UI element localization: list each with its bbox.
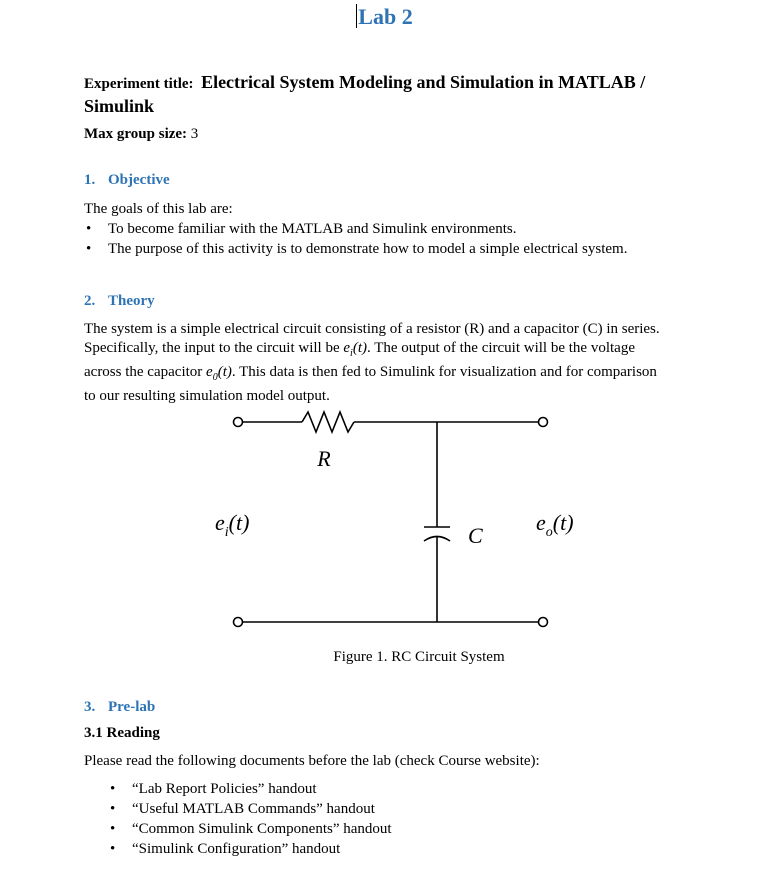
section-prelab-heading <box>84 699 709 716</box>
page-title: Lab 2 <box>358 4 413 29</box>
max-group-size <box>84 124 709 144</box>
section-number: 2. <box>84 293 96 309</box>
section-objective-heading <box>84 172 709 189</box>
theory-line: across the capacitor $e_0(t)$. This data is then fed to Simulink for visualization and for comparison <box>84 364 657 383</box>
figure-caption: Figure 1. RC Circuit System <box>333 649 505 665</box>
list-item: • The purpose of this activity is to demonstrate how to model a simple electrical system. <box>84 239 709 259</box>
rc-circuit-figure <box>0 400 769 675</box>
theory-line: to our resulting simulation model output. <box>84 388 330 404</box>
prelab-intro: Please read the following documents before the lab (check Course website): <box>84 753 540 769</box>
output-terminal-top <box>539 418 548 427</box>
reading-subheading: 3.1 Reading <box>84 725 160 741</box>
theory-paragraph <box>84 320 729 406</box>
section-number: 1. <box>84 172 96 188</box>
resistor-label: R <box>317 446 331 471</box>
input-terminal-top <box>234 418 243 427</box>
experiment-title-label: Experiment title: <box>84 76 194 92</box>
input-voltage-label: $e_i(t)$ <box>215 510 250 540</box>
list-item: • “Common Simulink Components” handout <box>108 819 709 839</box>
output-terminal-bottom <box>539 618 548 627</box>
output-voltage-label: $e_o(t)$ <box>536 510 574 540</box>
list-item: • “Simulink Configuration” handout <box>108 839 709 859</box>
eo-inline: $e_0(t)$ <box>206 364 232 383</box>
reading-list <box>108 779 709 859</box>
list-item: • To become familiar with the MATLAB and Simulink environments. <box>84 219 709 239</box>
section-heading-text: Theory <box>108 293 155 309</box>
ei-inline: $e_i(t)$ <box>343 340 367 359</box>
section-number: 3. <box>84 699 96 715</box>
section-theory-heading <box>84 293 709 310</box>
section-heading-text: Objective <box>108 172 170 188</box>
resistor-symbol <box>302 412 354 432</box>
list-item: • “Lab Report Policies” handout <box>108 779 709 799</box>
experiment-title-value-1: Electrical System Modeling and Simulation in MATLAB / <box>201 72 646 92</box>
capacitor-label: C <box>468 523 483 548</box>
theory-line: Specifically, the input to the circuit will be $e_i(t)$. The output of the circuit will be the voltage <box>84 340 635 359</box>
experiment-title <box>84 71 709 119</box>
input-terminal-bottom <box>234 618 243 627</box>
max-group-value: 3 <box>190 126 199 142</box>
objective-list <box>84 219 709 259</box>
theory-line: The system is a simple electrical circuit consisting of a resistor (R) and a capacitor (C) in series. <box>84 321 660 337</box>
list-item: • “Useful MATLAB Commands” handout <box>108 799 709 819</box>
section-heading-text: Pre-lab <box>108 699 156 715</box>
max-group-label: Max group size: <box>84 126 188 142</box>
objective-intro: The goals of this lab are: <box>84 201 233 217</box>
experiment-title-value-2: Simulink <box>84 96 155 116</box>
